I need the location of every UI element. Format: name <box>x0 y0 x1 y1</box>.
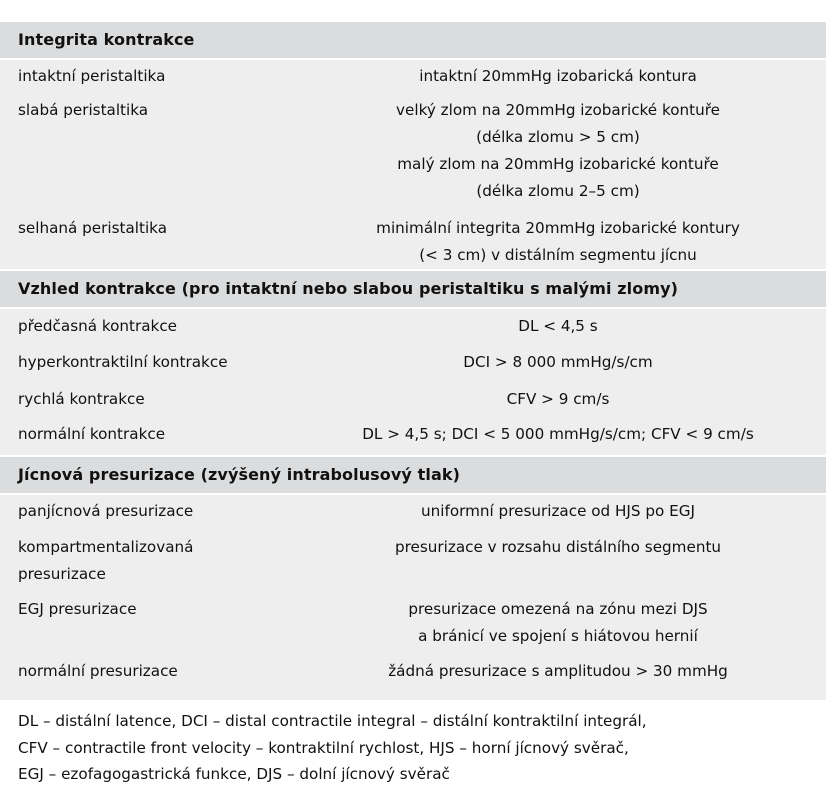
row-value: presurizace omezená na zónu mezi DJS a bránicí ve spojení s hiátovou hernií <box>408 600 708 645</box>
section-header-contraction-integrity: Integrita kontrakce <box>0 22 826 58</box>
row-label: normální presurizace <box>18 662 178 680</box>
row-label: slabá peristaltika <box>18 101 149 119</box>
row-label: panjícnová presurizace <box>18 502 194 520</box>
section-header-esophageal-pressurization: Jícnová presurizace (zvýšený intrabolusový tlak) <box>0 457 826 493</box>
section-body-contraction-pattern <box>0 309 826 455</box>
row-label: předčasná kontrakce <box>18 317 178 335</box>
row-value: CFV > 9 cm/s <box>506 390 610 408</box>
classification-table <box>0 22 826 700</box>
row-value: DL < 4,5 s <box>518 317 598 335</box>
row-value: velký zlom na 20mmHg izobarické kontuře (délka zlomu > 5 cm) malý zlom na 20mmHg izobarické kontuře (délka zlomu 2–5 cm) <box>396 101 720 200</box>
footnote-line: DL – distální latence, DCI – distal contractile integral – distální kontraktilní integrál, <box>18 712 647 730</box>
row-label: hyperkontraktilní kontrakce <box>18 353 228 371</box>
section-body-contraction-integrity <box>0 60 826 269</box>
row-label: intaktní peristaltika <box>18 67 166 85</box>
row-value: intaktní 20mmHg izobarická kontura <box>419 67 697 85</box>
row-label: EGJ presurizace <box>18 600 137 618</box>
row-label: normální kontrakce <box>18 425 166 443</box>
footnote-line: EGJ – ezofagogastrická funkce, DJS – dolní jícnový svěrač <box>18 765 450 783</box>
section-header-contraction-pattern: Vzhled kontrakce (pro intaktní nebo slabou peristaltiku s malými zlomy) <box>0 271 826 307</box>
row-value: minimální integrita 20mmHg izobarické kontury (< 3 cm) v distálním segmentu jícnu <box>376 219 740 264</box>
row-label: selhaná peristaltika <box>18 219 168 237</box>
row-value: žádná presurizace s amplitudou > 30 mmHg <box>388 662 728 680</box>
row-value: DL > 4,5 s; DCI < 5 000 mmHg/s/cm; CFV < 9 cm/s <box>362 425 754 443</box>
row-label: kompartmentalizovaná presurizace <box>18 538 194 583</box>
row-value: DCI > 8 000 mmHg/s/cm <box>463 353 653 371</box>
section-body-esophageal-pressurization <box>0 495 826 700</box>
row-value: uniformní presurizace od HJS po EGJ <box>421 502 695 520</box>
table-footnote <box>18 708 818 788</box>
row-label: rychlá kontrakce <box>18 390 145 408</box>
row-value: presurizace v rozsahu distálního segmentu <box>394 538 722 556</box>
footnote-line: CFV – contractile front velocity – kontraktilní rychlost, HJS – horní jícnový svěrač, <box>18 738 629 757</box>
